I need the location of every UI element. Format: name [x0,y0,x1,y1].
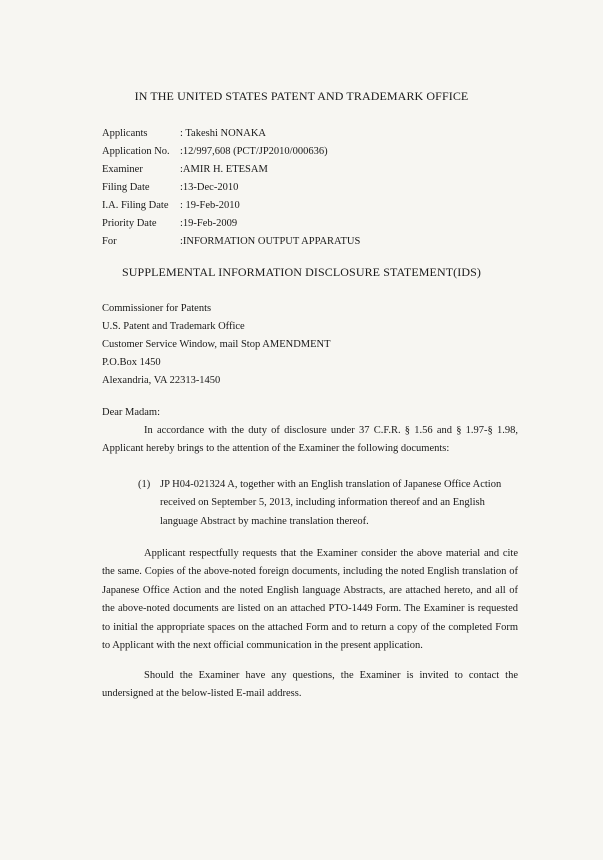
salutation: Dear Madam: [102,407,161,418]
meta-label: Priority Date [102,218,157,229]
meta-label: Applicants [102,128,148,139]
meta-row-for [102,233,360,251]
address-line: Customer Service Window, mail Stop AMENDMENT [102,339,331,350]
document-list-item [138,476,516,531]
meta-value: :INFORMATION OUTPUT APPARATUS [180,236,361,247]
address-line: Commissioner for Patents [102,303,212,314]
list-item-number: (1) [138,479,151,490]
address-line: U.S. Patent and Trademark Office [102,321,245,332]
meta-row-application-no [102,143,360,161]
list-item-text: JP H04-021324 A, together with an English translation of Japanese Office Action received on September 5, 2013, including information thereof and an English language Abstract by machine translation thereof. [160,479,502,527]
meta-row-examiner [102,161,360,179]
meta-value: :19-Feb-2009 [180,218,238,229]
meta-value: :AMIR H. ETESAM [180,164,268,175]
meta-row-ia-filing-date [102,197,360,215]
meta-value: : Takeshi NONAKA [180,128,266,139]
application-info [102,125,360,251]
address-line: P.O.Box 1450 [102,357,161,368]
paragraph-contact: Should the Examiner have any questions, the Examiner is invited to contact the undersigned at the below-listed E-mail address. [102,670,518,700]
meta-value: :13-Dec-2010 [180,182,239,193]
document-title: IN THE UNITED STATES PATENT AND TRADEMARK OFFICE [134,89,469,103]
meta-label: Filing Date [102,182,150,193]
meta-row-applicants [102,125,360,143]
paragraph-request: Applicant respectfully requests that the Examiner consider the above material and cite the same. Copies of the above-noted foreign documents, including the noted English translation of Japanese Office Action and the noted English language Abstracts, are attached hereto, and all of the above-noted documents are listed on an attached PTO-1449 Form. The Examiner is requested to initial the appropriate spaces on the attached Form and to return a copy of the completed Form to Applicant with the next official communication in the present application. [102,548,518,652]
meta-row-filing-date [102,179,360,197]
meta-label: For [102,236,117,247]
meta-label: Examiner [102,164,143,175]
meta-label: I.A. Filing Date [102,200,169,211]
address-line: Alexandria, VA 22313-1450 [102,375,221,386]
meta-value: : 19-Feb-2010 [180,200,240,211]
recipient-address [102,300,331,390]
meta-value: :12/997,608 (PCT/JP2010/000636) [180,146,328,157]
meta-label: Application No. [102,146,170,157]
document-subtitle: SUPPLEMENTAL INFORMATION DISCLOSURE STATEMENT(IDS) [122,265,481,279]
meta-row-priority-date [102,215,360,233]
paragraph-disclosure: In accordance with the duty of disclosure under 37 C.F.R. § 1.56 and § 1.97-§ 1.98, Applicant hereby brings to the attention of the Examiner the following documents: [102,425,518,455]
